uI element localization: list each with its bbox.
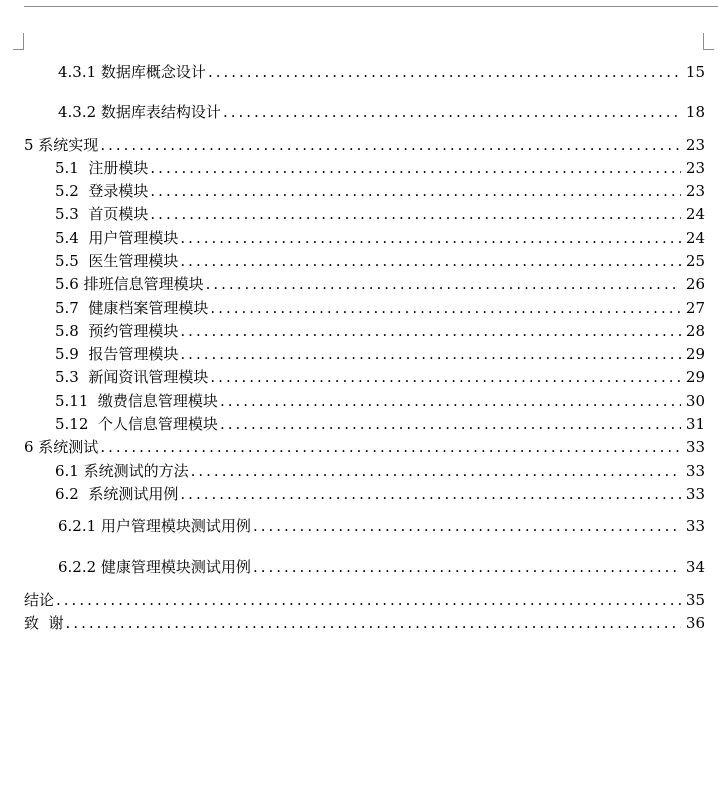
toc-entry-page: 33 [685,438,705,456]
toc-entry-title: 5.12 个人信息管理模块 [55,415,218,433]
toc-leader-dots [180,344,681,364]
toc-entry-page: 25 [685,252,705,270]
toc-entry-5-4[interactable] [55,228,705,248]
toc-leader-dots [220,414,681,434]
toc-leader-dots [66,613,681,633]
toc-leader-dots [150,158,681,178]
toc-entry-title: 5.7 健康档案管理模块 [55,299,209,317]
toc-entry-title: 6.2.1 用户管理模块测试用例 [58,517,251,535]
toc-entry-page: 15 [685,63,705,81]
toc-entry-page: 34 [685,558,705,576]
toc-entry-5-12[interactable] [55,414,705,434]
toc-leader-dots [100,135,681,155]
toc-leader-dots [150,181,681,201]
toc-entry-6-2-1[interactable] [58,516,705,536]
toc-entry-6-1[interactable] [55,461,705,481]
toc-leader-dots [208,62,681,82]
toc-entry-title: 6.2.2 健康管理模块测试用例 [58,558,251,576]
toc-leader-dots [180,484,681,504]
toc-entry-5-11[interactable] [55,391,705,411]
toc-entry-title: 5.9 报告管理模块 [55,345,179,363]
toc-entry-page: 27 [685,299,705,317]
toc-entry-page: 29 [685,368,705,386]
toc-leader-dots [223,102,681,122]
toc-entry-acknowledgements[interactable] [24,613,705,633]
toc-entry-page: 18 [685,103,705,121]
toc-leader-dots [180,321,681,341]
toc-entry-6[interactable] [24,437,705,457]
toc-entry-page: 30 [685,392,705,410]
toc-entry-page: 33 [685,485,705,503]
toc-entry-page: 36 [685,614,705,632]
toc-entry-title: 5.11 缴费信息管理模块 [55,392,218,410]
toc-entry-title: 5.1 注册模块 [55,159,149,177]
toc-entry-page: 23 [685,159,705,177]
toc-entry-5-5[interactable] [55,251,705,271]
toc-entry-page: 24 [685,229,705,247]
toc-leader-dots [56,590,681,610]
toc-entry-page: 24 [685,205,705,223]
toc-entry-5-3[interactable] [55,204,705,224]
toc-entry-title: 6.2 系统测试用例 [55,485,179,503]
toc-entry-page: 26 [685,275,705,293]
toc-entry-page: 35 [685,591,705,609]
toc-entry-title: 5 系统实现 [24,136,99,154]
toc-entry-5-6[interactable] [55,274,705,294]
toc-entry-4-3-2[interactable] [58,102,705,122]
toc-entry-page: 33 [685,517,705,535]
toc-entry-page: 33 [685,462,705,480]
toc-leader-dots [100,437,681,457]
toc-leader-dots [180,251,681,271]
toc-entry-title: 5.4 用户管理模块 [55,229,179,247]
toc-entry-conclusion[interactable] [24,590,705,610]
toc-leader-dots [206,274,681,294]
toc-entry-6-2-2[interactable] [58,557,705,577]
toc-entry-page: 23 [685,182,705,200]
toc-leader-dots [253,557,681,577]
toc-entry-5-1[interactable] [55,158,705,178]
toc-entry-title: 4.3.1 数据库概念设计 [58,63,206,81]
toc-entry-title: 6 系统测试 [24,438,99,456]
toc-entry-5-8[interactable] [55,321,705,341]
toc-entry-title: 5.8 预约管理模块 [55,322,179,340]
toc-entry-5-7[interactable] [55,298,705,318]
toc-entry-page: 31 [685,415,705,433]
toc-entry-page: 23 [685,136,705,154]
toc-entry-5-2[interactable] [55,181,705,201]
toc-entry-title: 5.5 医生管理模块 [55,252,179,270]
toc-entry-title: 致 谢 [24,614,64,632]
toc-entry-title: 6.1 系统测试的方法 [55,462,189,480]
toc-entry-title: 5.3 新闻资讯管理模块 [55,368,209,386]
toc-leader-dots [150,204,681,224]
toc-entry-title: 结论 [24,591,55,609]
toc-entry-title: 5.6 排班信息管理模块 [55,275,204,293]
toc-leader-dots [191,461,681,481]
toc-leader-dots [220,391,681,411]
toc-leader-dots [210,298,681,318]
toc-entry-page: 28 [685,322,705,340]
toc-entry-5-9[interactable] [55,344,705,364]
toc-leader-dots [210,367,681,387]
toc-entry-page: 29 [685,345,705,363]
toc-entry-title: 4.3.2 数据库表结构设计 [58,103,221,121]
toc-entry-5-10[interactable] [55,367,705,387]
toc-leader-dots [180,228,681,248]
toc-entry-5[interactable] [24,135,705,155]
toc-leader-dots [253,516,681,536]
toc-entry-title: 5.3 首页模块 [55,205,149,223]
toc-entry-title: 5.2 登录模块 [55,182,149,200]
toc-entry-4-3-1[interactable] [58,62,705,82]
toc-entry-6-2[interactable] [55,484,705,504]
